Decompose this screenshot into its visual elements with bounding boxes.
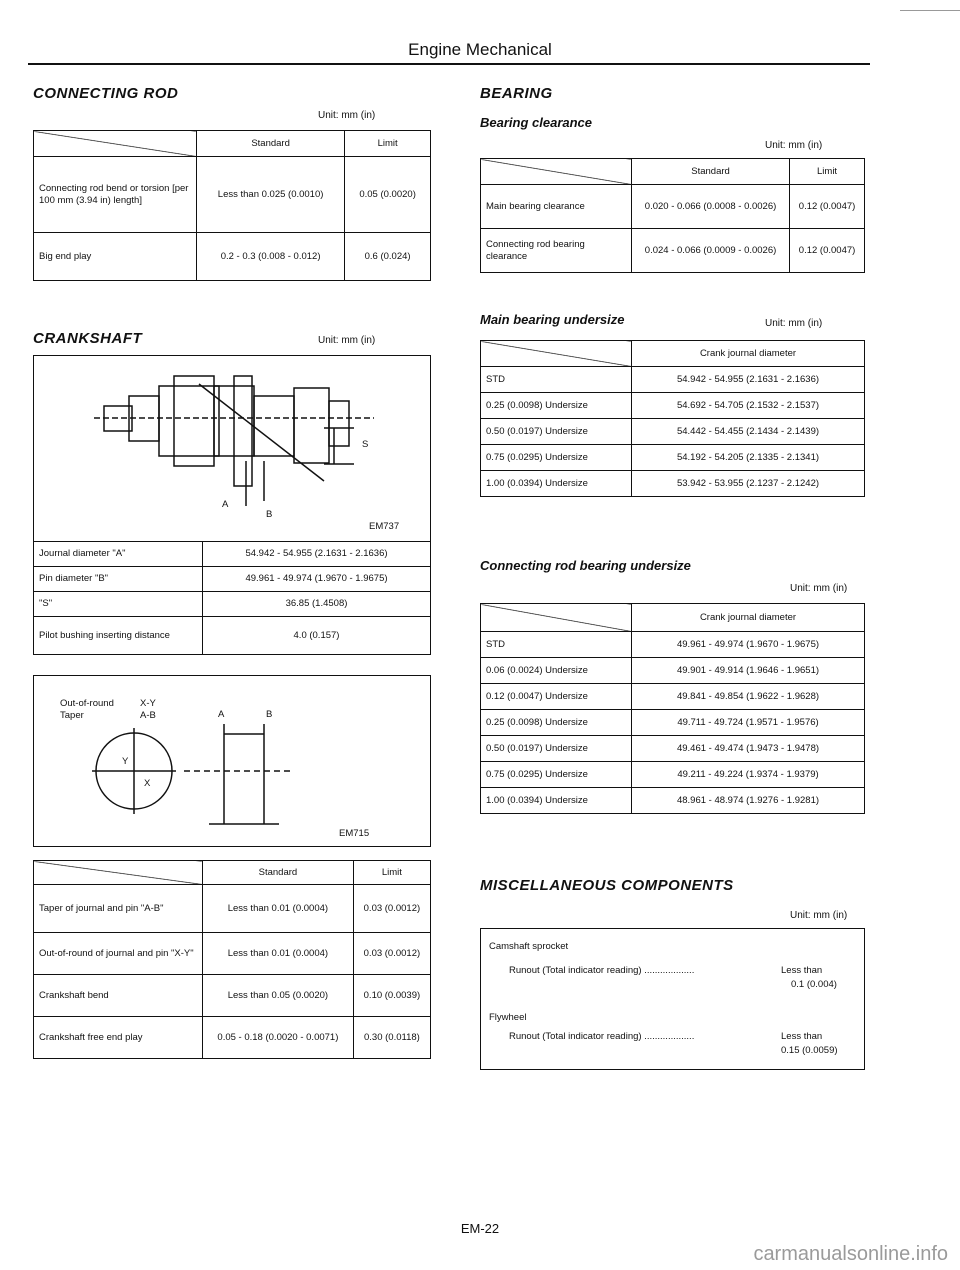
rod-undersize-table bbox=[480, 603, 865, 814]
column-header: Limit bbox=[345, 131, 431, 157]
connecting-rod-unit: Unit: mm (in) bbox=[318, 110, 376, 121]
column-header: Crank journal diameter bbox=[632, 341, 865, 367]
main-undersize-unit: Unit: mm (in) bbox=[765, 318, 823, 329]
connecting-rod-title: CONNECTING ROD bbox=[33, 85, 179, 102]
flywheel-name: Flywheel bbox=[489, 1012, 527, 1023]
table-row: 0.12 (0.0047) Undersize 49.841 - 49.854 (1.9622 - 1.9628) bbox=[481, 684, 865, 710]
sprocket-label: Runout (Total indicator reading) ................... bbox=[509, 965, 695, 976]
misc-title: MISCELLANEOUS COMPONENTS bbox=[480, 877, 734, 894]
table-row: Pilot bushing inserting distance 4.0 (0.157) bbox=[34, 617, 431, 655]
table-row: Connecting rod bend or torsion [per 100 mm (3.94 in) length] Less than 0.025 (0.0010) 0.05 (0.0020) bbox=[34, 157, 431, 233]
table-corner bbox=[34, 131, 197, 157]
table-row: Main bearing clearance 0.020 - 0.066 (0.0008 - 0.0026) 0.12 (0.0047) bbox=[481, 185, 865, 229]
table-corner bbox=[481, 604, 632, 632]
table-row: 0.75 (0.0295) Undersize 49.211 - 49.224 (1.9374 - 1.9379) bbox=[481, 762, 865, 788]
crankshaft-dim-table bbox=[33, 541, 431, 655]
crankshaft-drawing bbox=[34, 356, 430, 541]
table-row: STD 54.942 - 54.955 (2.1631 - 2.1636) bbox=[481, 367, 865, 393]
rod-undersize-unit: Unit: mm (in) bbox=[790, 583, 848, 594]
flywheel-label: Runout (Total indicator reading) ................... bbox=[509, 1031, 695, 1042]
flywheel-value1: Less than bbox=[781, 1031, 823, 1042]
bearing-clearance-title: Bearing clearance bbox=[480, 115, 593, 130]
table-row: 0.25 (0.0098) Undersize 54.692 - 54.705 (2.1532 - 2.1537) bbox=[481, 393, 865, 419]
column-header: Crank journal diameter bbox=[632, 604, 865, 632]
main-undersize-title: Main bearing undersize bbox=[480, 312, 625, 327]
table-corner bbox=[481, 159, 632, 185]
table-row: 0.50 (0.0197) Undersize 49.461 - 49.474 (1.9473 - 1.9478) bbox=[481, 736, 865, 762]
bearing-clearance-unit: Unit: mm (in) bbox=[765, 140, 823, 151]
crankshaft-title: CRANKSHAFT bbox=[33, 330, 143, 347]
sprocket-value2: 0.1 (0.004) bbox=[791, 979, 837, 990]
table-row: 1.00 (0.0394) Undersize 48.961 - 48.974 (1.9276 - 1.9281) bbox=[481, 788, 865, 814]
sprocket-name: Camshaft sprocket bbox=[489, 941, 569, 952]
fig1-code: EM737 bbox=[369, 521, 400, 532]
table-row: 0.50 (0.0197) Undersize 54.442 - 54.455 (2.1434 - 2.1439) bbox=[481, 419, 865, 445]
connecting-rod-table bbox=[33, 130, 431, 281]
table-row: 1.00 (0.0394) Undersize 53.942 - 53.955 (2.1237 - 2.1242) bbox=[481, 471, 865, 497]
table-corner bbox=[481, 341, 632, 367]
flywheel-value2: 0.15 (0.0059) bbox=[781, 1045, 838, 1056]
fig1-label-s: S bbox=[362, 439, 369, 450]
misc-unit: Unit: mm (in) bbox=[790, 910, 848, 921]
watermark: carmanualsonline.info bbox=[753, 1243, 948, 1265]
page-number: EM-22 bbox=[460, 1221, 500, 1236]
out-of-round-figure: Out-of-round X-Y Taper A-B Y X A B EM715 bbox=[33, 675, 431, 847]
fig1-label-b: B bbox=[266, 509, 273, 520]
table-row: "S" 36.85 (1.4508) bbox=[34, 592, 431, 617]
table-row: Pin diameter "B" 49.961 - 49.974 (1.9670 - 1.9675) bbox=[34, 567, 431, 592]
crankshaft-figure bbox=[33, 355, 431, 542]
misc-box bbox=[480, 928, 865, 1070]
main-undersize-table bbox=[480, 340, 865, 497]
fig1-label-a: A bbox=[222, 499, 229, 510]
column-header: Standard bbox=[632, 159, 790, 185]
table-row: Taper of journal and pin "A-B" Less than 0.01 (0.0004) 0.03 (0.0012) bbox=[34, 885, 431, 933]
table-row: Connecting rod bearing clearance 0.024 - 0.066 (0.0009 - 0.0026) 0.12 (0.0047) bbox=[481, 229, 865, 273]
table-row: 0.25 (0.0098) Undersize 49.711 - 49.724 (1.9571 - 1.9576) bbox=[481, 710, 865, 736]
table-row: Journal diameter "A" 54.942 - 54.955 (2.1631 - 2.1636) bbox=[34, 542, 431, 567]
table-row: 0.06 (0.0024) Undersize 49.901 - 49.914 (1.9646 - 1.9651) bbox=[481, 658, 865, 684]
header-rule bbox=[28, 63, 870, 65]
column-header: Standard bbox=[203, 861, 354, 885]
sprocket-value1: Less than bbox=[781, 965, 823, 976]
column-header: Limit bbox=[353, 861, 430, 885]
column-header: Limit bbox=[790, 159, 865, 185]
table-row: Big end play 0.2 - 0.3 (0.008 - 0.012) 0.6 (0.024) bbox=[34, 233, 431, 281]
table-row: 0.75 (0.0295) Undersize 54.192 - 54.205 (2.1335 - 2.1341) bbox=[481, 445, 865, 471]
table-row: Crankshaft bend Less than 0.05 (0.0020) 0.10 (0.0039) bbox=[34, 975, 431, 1017]
bearing-title: BEARING bbox=[480, 85, 553, 102]
page-header: Engine Mechanical bbox=[408, 40, 552, 59]
top-edge-rule bbox=[900, 10, 960, 11]
bearing-clearance-table bbox=[480, 158, 865, 273]
table-row: Out-of-round of journal and pin "X-Y" Less than 0.01 (0.0004) 0.03 (0.0012) bbox=[34, 933, 431, 975]
crankshaft-limit-table bbox=[33, 860, 431, 1059]
column-header: Standard bbox=[197, 131, 345, 157]
table-row: Crankshaft free end play 0.05 - 0.18 (0.0020 - 0.0071) 0.30 (0.0118) bbox=[34, 1017, 431, 1059]
table-corner bbox=[34, 861, 203, 885]
rod-undersize-title: Connecting rod bearing undersize bbox=[480, 558, 691, 573]
crankshaft-unit: Unit: mm (in) bbox=[318, 335, 376, 346]
table-row: STD 49.961 - 49.974 (1.9670 - 1.9675) bbox=[481, 632, 865, 658]
